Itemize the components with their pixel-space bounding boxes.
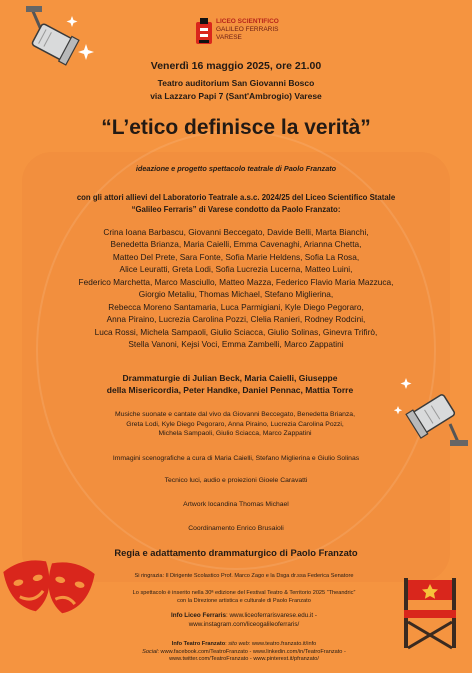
info-liceo-label: Info Liceo Ferraris <box>171 612 226 619</box>
school-logo <box>190 16 310 52</box>
regia-credit: Regia e adattamento drammaturgico di Paolo Franzato <box>114 547 358 558</box>
event-date: Venerdì 16 maggio 2025, ore 21.00 <box>150 60 322 72</box>
actors-intro-line: “Galileo Ferraris” di Varese condotto da Paolo Franzato: <box>131 204 341 214</box>
cast-line: Federico Marchetta, Marco Masciullo, Matteo Mazza, Federico Flavio Maria Mazzuca, <box>78 276 394 287</box>
info-liceo <box>96 612 392 629</box>
tecnico-credit: Tecnico luci, audio e proiezioni Gioele Caravatti <box>164 477 308 484</box>
info-liceo-link[interactable]: : www.liceoferrarisvarese.edu.it - <box>225 612 317 619</box>
cast-line: Crina Ioana Barbascu, Giovanni Beccegato, Davide Belli, Marta Bianchi, <box>103 227 369 237</box>
info-liceo-instagram[interactable]: www.instagram.com/liceogalileoferraris/ <box>188 620 300 628</box>
immagini-credit: Immagini scenografiche a cura di Maria Caielli, Stefano Miglierina e Giulio Solinas <box>112 455 360 462</box>
cast-line: Rebecca Moreno Santamaria, Luca Parmigiani, Kyle Diego Pegoraro, <box>108 301 364 312</box>
cast-line: Anna Piraino, Lucrezia Carolina Pozzi, Clelia Ranieri, Rodney Rodcini, <box>106 314 366 325</box>
actors-intro-line: con gli attori allievi del Laboratorio Teatrale a.s.c. 2024/25 del Liceo Scientifico Statale <box>76 193 396 202</box>
cast-line: Luca Rossi, Michela Sampaoli, Giulio Sciacca, Giulio Solinas, Ginevra Trifirò, <box>94 326 378 337</box>
musiche-line: Greta Lodi, Kyle Diego Pegoraro, Anna Piraino, Lucrezia Carolina Pozzi, <box>126 420 344 428</box>
cast-line: Matteo Del Prete, Sara Fonte, Sofia Marie Heldens, Sofia La Rosa, <box>112 251 360 262</box>
sparkle-icon <box>401 378 412 389</box>
school-logo-icon <box>194 16 214 46</box>
logo-line1: LICEO SCIENTIFICO <box>216 18 279 25</box>
logo-line2: GALILEO FERRARIS <box>216 26 279 33</box>
info-teatro-label: Info Teatro Franzato <box>171 641 226 647</box>
actors-intro <box>16 192 456 215</box>
coordinamento-credit: Coordinamento Enrico Brusaioli <box>188 525 284 532</box>
info-teatro-social-links-2[interactable]: www.twitter.com/TeatroFranzato - www.pinterest.it/pfranzato/ <box>169 656 319 663</box>
info-teatro-social-links[interactable]: : www.facebook.com/TeatroFranzato - www.linkedin.com/in/TeatroFranzato - <box>157 648 346 655</box>
cast-line: Benedetta Brianza, Maria Caielli, Emma Cavenaghi, Arianna Chetta, <box>110 239 362 250</box>
drammaturgie-line: Drammaturgie di Julian Beck, Maria Caielli, Giuseppe <box>122 373 338 383</box>
show-title: “L’etico definisce la verità” <box>101 116 371 139</box>
info-teatro-site[interactable]: : www.teatro.franzato.it/info <box>248 641 317 647</box>
ideazione-line: ideazione e progetto spettacolo teatrale di Paolo Franzato <box>135 164 337 173</box>
drammaturgie-line: della Misericordia, Peter Handke, Daniel Pennac, Mattia Torre <box>106 384 354 395</box>
festival-line: con la Direzione artistica e culturale di Paolo Franzato <box>177 598 311 604</box>
info-teatro-social-label: Social <box>142 648 158 655</box>
info-teatro-site-label: sito web <box>228 641 249 647</box>
cast-list <box>40 226 432 351</box>
theatre-masks-icon <box>2 550 98 628</box>
cast-line: Stella Vanoni, Kejsi Voci, Emma Zambelli, Marco Zappatini <box>128 339 344 350</box>
cast-line: Giorgio Metaliu, Thomas Michael, Stefano Miglierina, <box>138 289 334 300</box>
directors-chair-icon <box>398 574 462 654</box>
spotlight-right-icon <box>392 372 472 450</box>
drammaturgie <box>70 373 390 396</box>
festival-note <box>96 589 392 605</box>
musiche-line: Musiche suonate e cantate dal vivo da Giovanni Beccegato, Benedetta Brianza, <box>115 411 355 418</box>
sparkle-icon <box>78 44 94 60</box>
festival-line: Lo spettacolo è inserito nella 30ª edizione del Festival Teatro & Territorio 2025 “Theandric” <box>132 590 356 596</box>
musiche-line: Michela Sampaoli, Giulio Sciacca, Marco Zappatini <box>158 430 312 438</box>
ringraziamenti: Si ringrazia: Il Dirigente Scolastico Prof. Marco Zago e la Dsga dr.ssa Federica Senatore <box>134 573 354 579</box>
info-teatro: Info Teatro Franzato: sito web: www.teatro.franzato.it/info Social: www.facebook.com/TeatroFranzato - www.linkedin.com/in/TeatroFranzato - www.twitter.com/TeatroFranzato - www.pinterest.it/pfranzato/ <box>96 641 392 664</box>
event-address: via Lazzaro Papi 7 (Sant'Ambrogio) Varese <box>150 91 322 101</box>
musiche <box>70 410 400 439</box>
event-venue: Teatro auditorium San Giovanni Bosco <box>157 78 315 88</box>
logo-line3: VARESE <box>216 34 242 41</box>
cast-line: Alice Leuratti, Greta Lodi, Sofia Lucrezia Lucerna, Matteo Luini, <box>119 264 353 275</box>
artwork-credit: Artwork locandina Thomas Michael <box>183 501 289 508</box>
